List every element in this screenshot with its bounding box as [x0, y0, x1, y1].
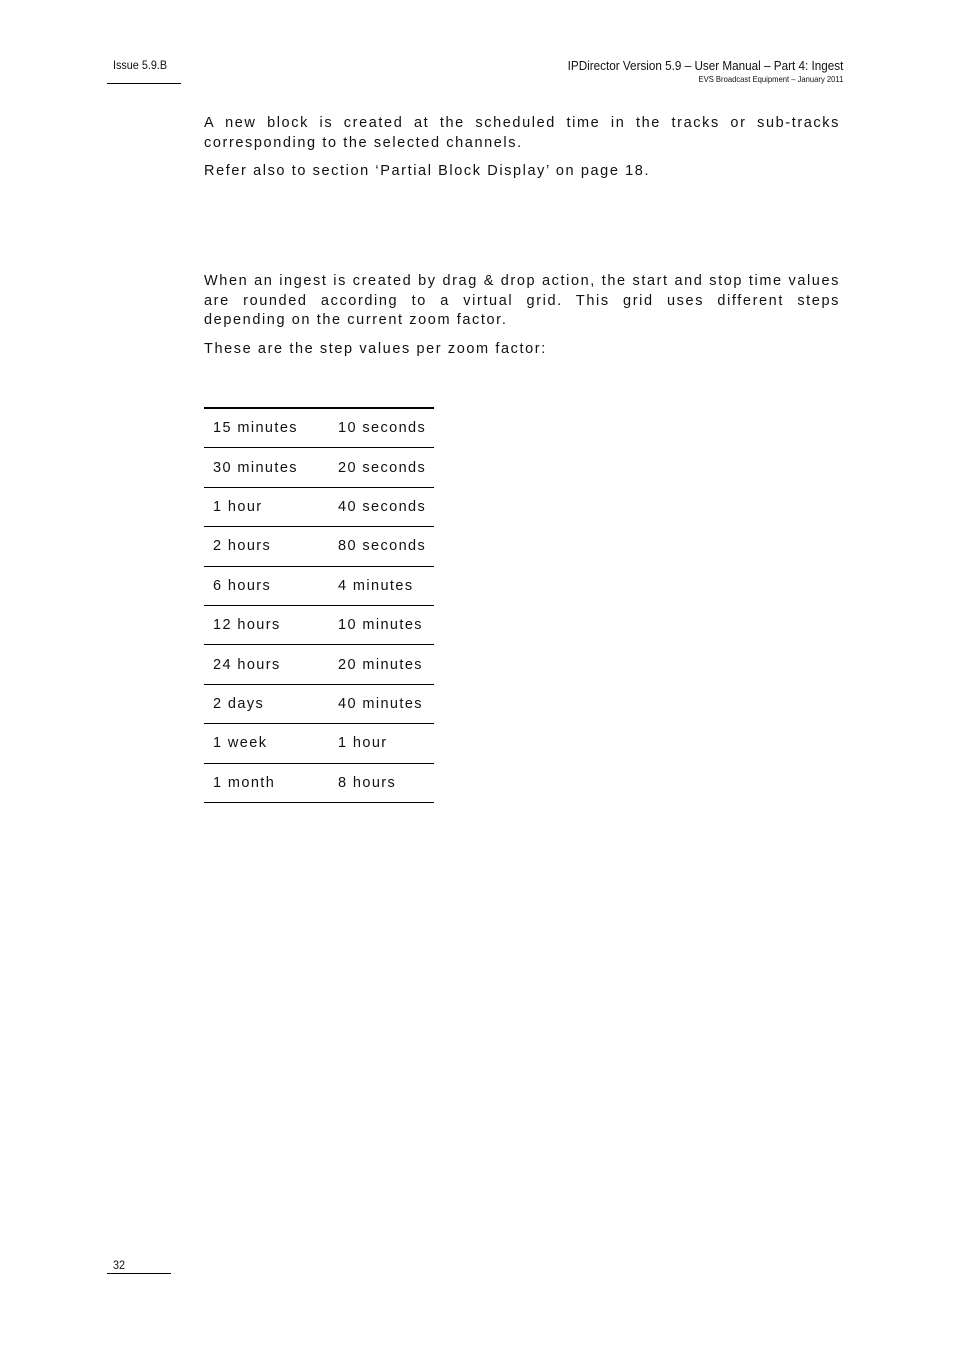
- zoom-cell: 1 hour: [204, 487, 329, 526]
- table-row: [204, 448, 434, 487]
- header-issue: Issue 5.9.B: [113, 58, 168, 72]
- table-row: [204, 645, 434, 684]
- paragraph-step-intro: These are the step values per zoom factor:: [204, 341, 547, 357]
- step-cell: 20 seconds: [329, 448, 434, 487]
- table-row: [204, 566, 434, 605]
- header-left-divider: [107, 83, 181, 84]
- zoom-cell: 2 hours: [204, 527, 329, 566]
- footer-divider: [107, 1273, 171, 1274]
- step-cell: 1 hour: [329, 724, 434, 763]
- zoom-cell: 6 hours: [204, 566, 329, 605]
- step-cell: 80 seconds: [329, 527, 434, 566]
- zoom-cell: 15 minutes: [204, 408, 329, 448]
- header-title: IPDirector Version 5.9 – User Manual – Part 4: Ingest: [567, 58, 843, 73]
- zoom-step-table: [204, 407, 434, 803]
- step-cell: 40 minutes: [329, 684, 434, 723]
- zoom-cell: 1 month: [204, 763, 329, 802]
- table-row: [204, 487, 434, 526]
- step-cell: 20 minutes: [329, 645, 434, 684]
- table-row: [204, 684, 434, 723]
- zoom-cell: 2 days: [204, 684, 329, 723]
- table-row: [204, 408, 434, 448]
- table-row: [204, 724, 434, 763]
- table-row: [204, 605, 434, 644]
- step-cell: 4 minutes: [329, 566, 434, 605]
- zoom-cell: 1 week: [204, 724, 329, 763]
- paragraph-drag-drop: When an ingest is created by drag & drop action, the start and stop time values are rounded according to a virtual grid. This grid uses different steps depending on the current zoom factor.: [204, 273, 840, 328]
- paragraph-new-block: A new block is created at the scheduled time in the tracks or sub-tracks corresponding to the selected channels.: [204, 115, 840, 151]
- page-number: 32: [113, 1258, 126, 1272]
- step-cell: 40 seconds: [329, 487, 434, 526]
- zoom-cell: 24 hours: [204, 645, 329, 684]
- table-row: [204, 763, 434, 802]
- step-cell: 8 hours: [329, 763, 434, 802]
- zoom-cell: 30 minutes: [204, 448, 329, 487]
- step-cell: 10 minutes: [329, 605, 434, 644]
- table-row: [204, 527, 434, 566]
- paragraph-refer: Refer also to section ‘Partial Block Display’ on page 18.: [204, 163, 651, 179]
- zoom-cell: 12 hours: [204, 605, 329, 644]
- header-right: [537, 58, 843, 84]
- header-subtitle: EVS Broadcast Equipment – January 2011: [698, 74, 843, 84]
- step-cell: 10 seconds: [329, 408, 434, 448]
